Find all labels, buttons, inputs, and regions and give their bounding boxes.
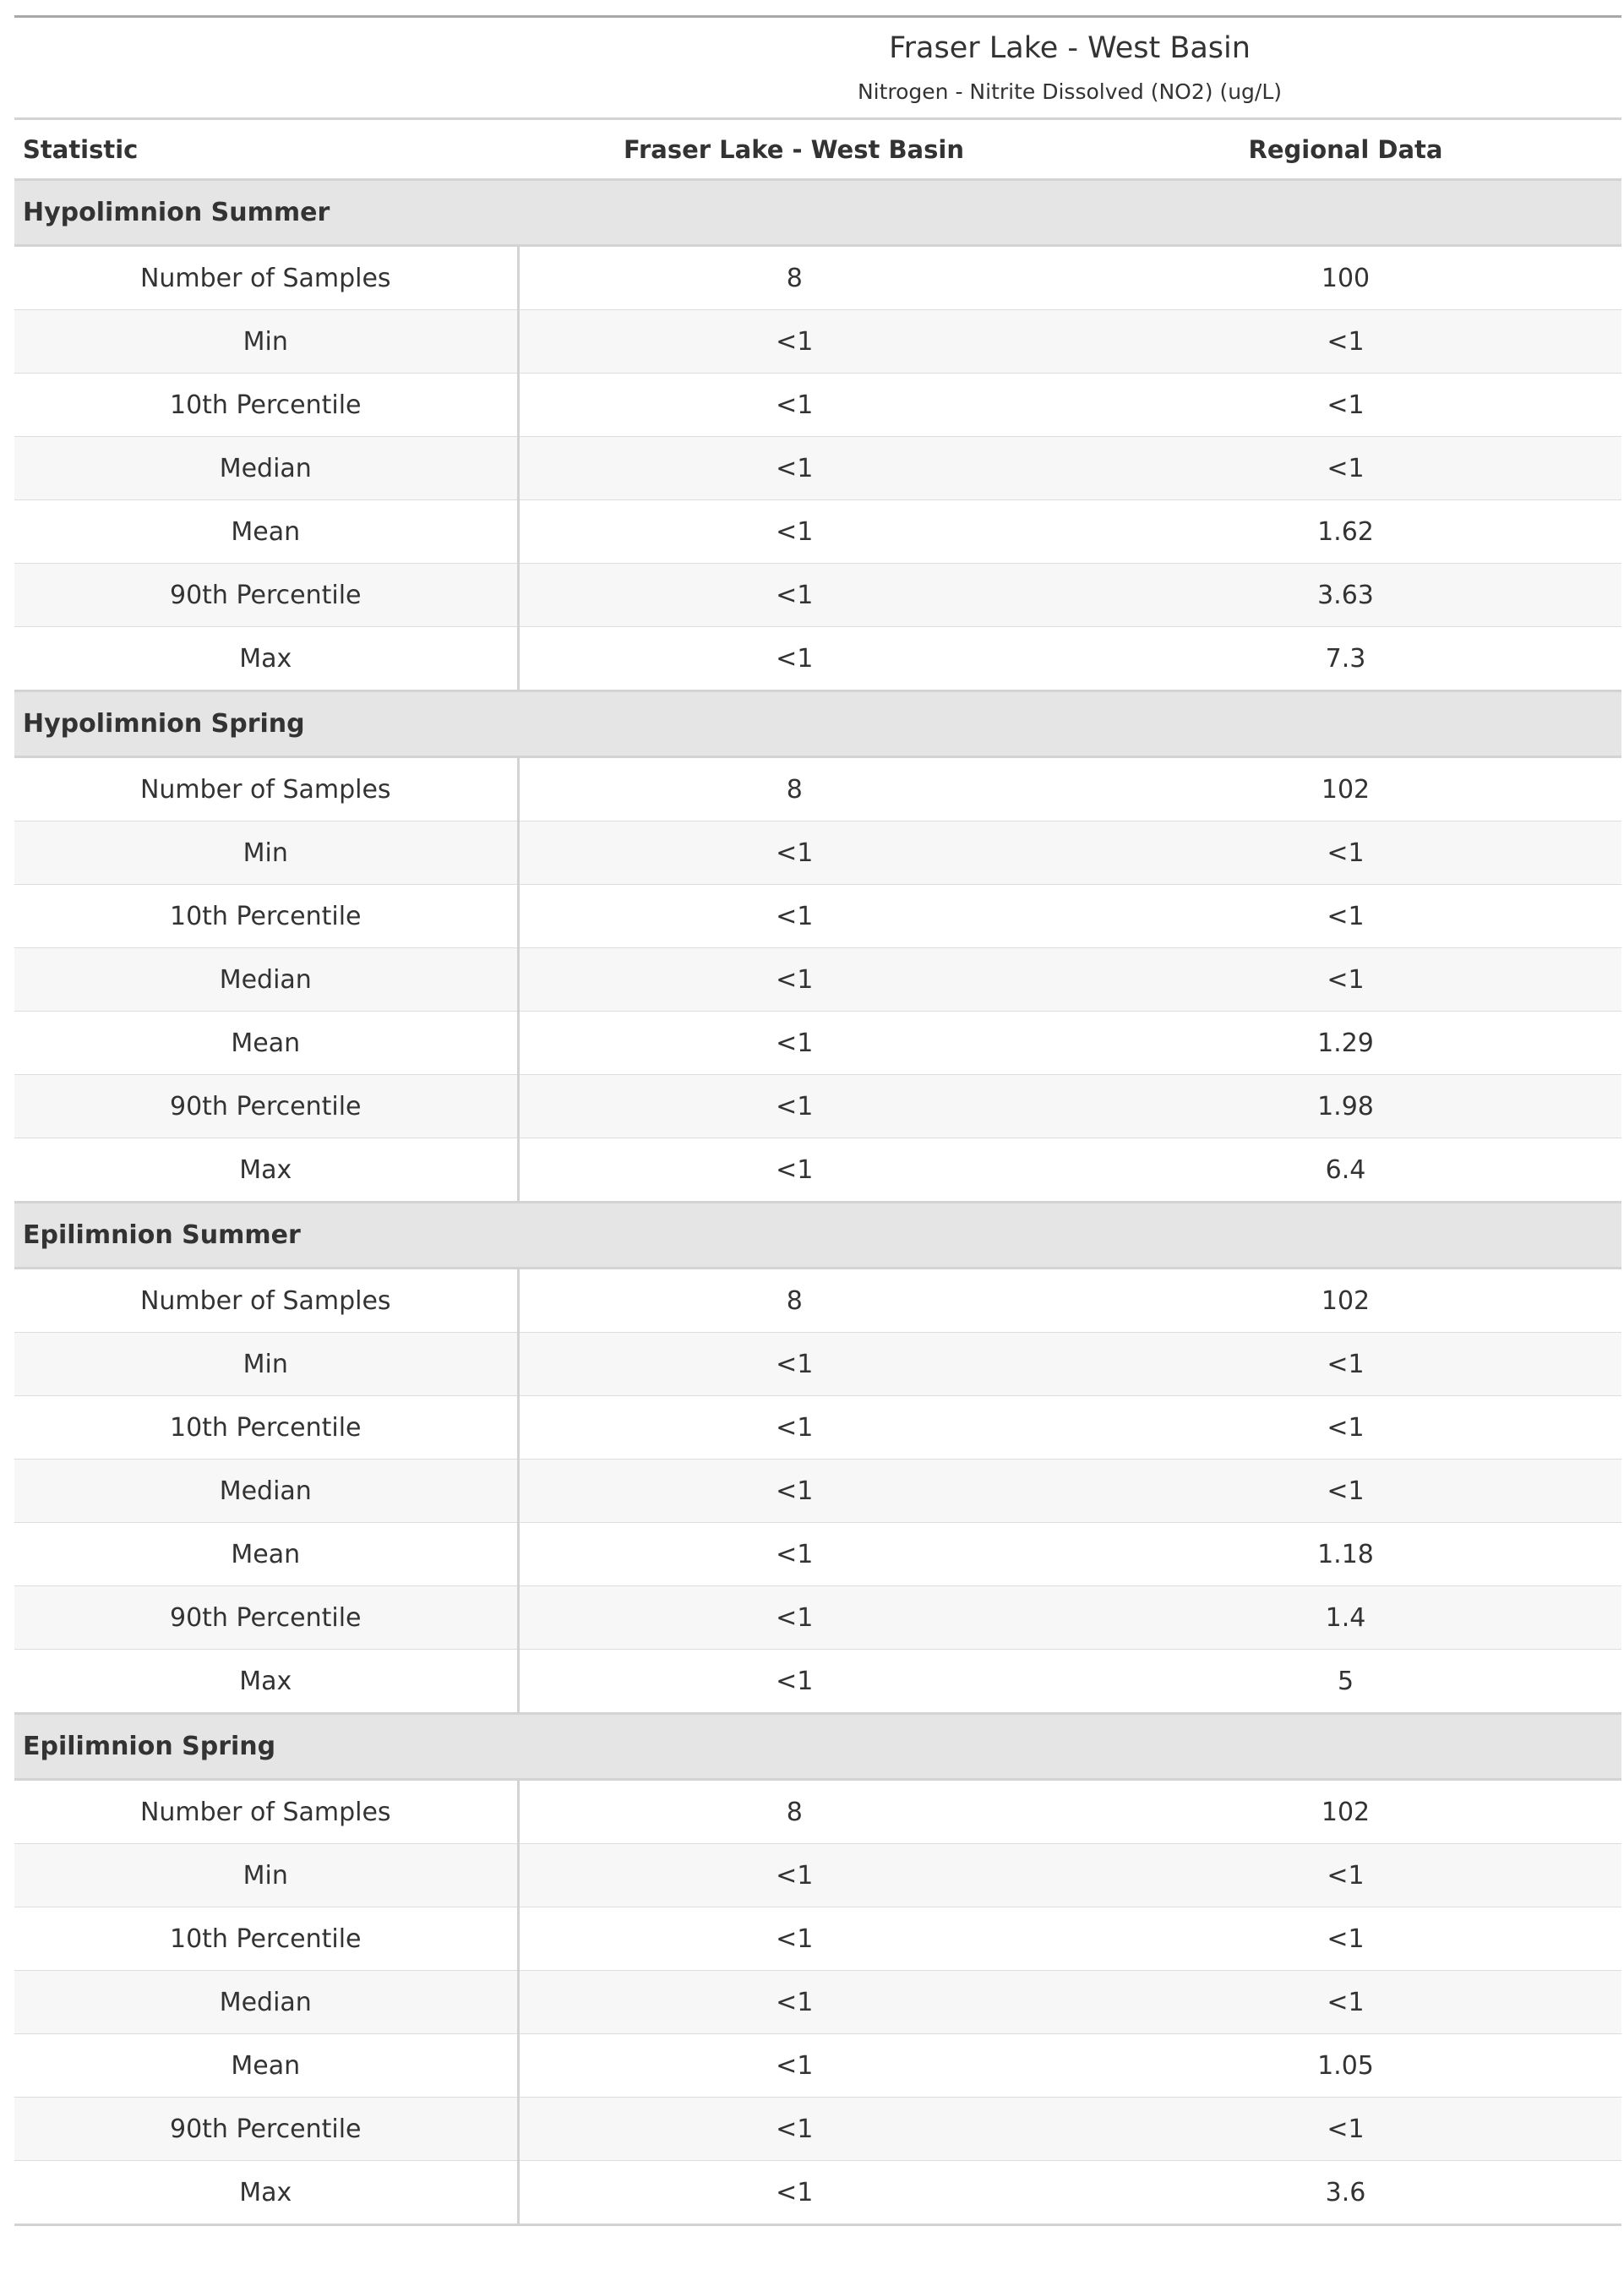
stat-cell: Mean <box>14 2034 518 2098</box>
stat-cell: Max <box>14 2161 518 2225</box>
regional-value-cell: <1 <box>1070 2098 1621 2161</box>
stat-cell: Max <box>14 627 518 691</box>
column-header-statistic: Statistic <box>14 119 518 180</box>
regional-value-cell: 7.3 <box>1070 627 1621 691</box>
regional-value-cell: 102 <box>1070 757 1621 821</box>
stat-cell: Mean <box>14 1523 518 1586</box>
table-row <box>14 1333 1621 1396</box>
local-value-cell: <1 <box>518 1333 1070 1396</box>
summary-table-container <box>14 15 1621 2226</box>
table-row <box>14 437 1621 500</box>
stat-cell: 10th Percentile <box>14 374 518 437</box>
summary-table <box>14 15 1621 2226</box>
stat-cell: Median <box>14 1460 518 1523</box>
local-value-cell: <1 <box>518 627 1070 691</box>
regional-value-cell: 100 <box>1070 246 1621 310</box>
regional-value-cell: 3.63 <box>1070 564 1621 627</box>
regional-value-cell: 1.4 <box>1070 1586 1621 1650</box>
table-row <box>14 1780 1621 1844</box>
table-row <box>14 821 1621 885</box>
regional-value-cell: 1.98 <box>1070 1075 1621 1138</box>
regional-value-cell: 102 <box>1070 1269 1621 1333</box>
group-label: Hypolimnion Spring <box>14 691 1621 757</box>
local-value-cell: <1 <box>518 2034 1070 2098</box>
local-value-cell: 8 <box>518 757 1070 821</box>
local-value-cell: <1 <box>518 948 1070 1012</box>
table-row <box>14 1907 1621 1971</box>
stat-cell: Max <box>14 1650 518 1714</box>
local-value-cell: <1 <box>518 885 1070 948</box>
regional-value-cell: 3.6 <box>1070 2161 1621 2225</box>
stat-cell: Mean <box>14 500 518 564</box>
regional-value-cell: <1 <box>1070 948 1621 1012</box>
local-value-cell: <1 <box>518 1075 1070 1138</box>
stat-cell: Min <box>14 1333 518 1396</box>
local-value-cell: <1 <box>518 1396 1070 1460</box>
table-row <box>14 2161 1621 2225</box>
group-header-row <box>14 1714 1621 1780</box>
table-row <box>14 1971 1621 2034</box>
table-row <box>14 627 1621 691</box>
table-row <box>14 1523 1621 1586</box>
local-value-cell: <1 <box>518 374 1070 437</box>
table-row <box>14 1075 1621 1138</box>
regional-value-cell: 1.62 <box>1070 500 1621 564</box>
stat-cell: Median <box>14 1971 518 2034</box>
stat-cell: Median <box>14 437 518 500</box>
local-value-cell: 8 <box>518 1780 1070 1844</box>
stat-cell: 90th Percentile <box>14 564 518 627</box>
local-value-cell: <1 <box>518 1460 1070 1523</box>
regional-value-cell: <1 <box>1070 1971 1621 2034</box>
regional-value-cell: <1 <box>1070 1396 1621 1460</box>
table-row <box>14 500 1621 564</box>
local-value-cell: <1 <box>518 437 1070 500</box>
regional-value-cell: <1 <box>1070 1333 1621 1396</box>
regional-value-cell: 1.18 <box>1070 1523 1621 1586</box>
local-value-cell: <1 <box>518 564 1070 627</box>
table-row <box>14 2098 1621 2161</box>
regional-value-cell: <1 <box>1070 1460 1621 1523</box>
local-value-cell: <1 <box>518 1523 1070 1586</box>
table-row <box>14 564 1621 627</box>
stat-cell: Number of Samples <box>14 246 518 310</box>
regional-value-cell: 1.29 <box>1070 1012 1621 1075</box>
regional-value-cell: <1 <box>1070 1844 1621 1907</box>
local-value-cell: 8 <box>518 1269 1070 1333</box>
stat-cell: 90th Percentile <box>14 2098 518 2161</box>
stat-cell: Min <box>14 1844 518 1907</box>
group-label: Epilimnion Summer <box>14 1203 1621 1269</box>
table-row <box>14 948 1621 1012</box>
stat-cell: Median <box>14 948 518 1012</box>
table-row <box>14 1138 1621 1203</box>
regional-value-cell: <1 <box>1070 437 1621 500</box>
stat-cell: 90th Percentile <box>14 1586 518 1650</box>
local-value-cell: <1 <box>518 1138 1070 1203</box>
table-row <box>14 1396 1621 1460</box>
table-title-row <box>14 17 1621 66</box>
regional-value-cell: <1 <box>1070 310 1621 374</box>
stat-cell: 10th Percentile <box>14 1907 518 1971</box>
table-row <box>14 1650 1621 1714</box>
stat-cell: Min <box>14 310 518 374</box>
table-row <box>14 310 1621 374</box>
table-body <box>14 180 1621 2225</box>
stat-cell: Min <box>14 821 518 885</box>
table-title: Fraser Lake - West Basin <box>889 31 1251 65</box>
group-header-row <box>14 180 1621 246</box>
table-row <box>14 1012 1621 1075</box>
table-row <box>14 1460 1621 1523</box>
stat-cell: 10th Percentile <box>14 885 518 948</box>
table-row <box>14 757 1621 821</box>
local-value-cell: <1 <box>518 1844 1070 1907</box>
column-header-local: Fraser Lake - West Basin <box>518 119 1070 180</box>
regional-value-cell: 1.05 <box>1070 2034 1621 2098</box>
group-label: Hypolimnion Summer <box>14 180 1621 246</box>
group-header-row <box>14 1203 1621 1269</box>
regional-value-cell: <1 <box>1070 1907 1621 1971</box>
local-value-cell: <1 <box>518 1907 1070 1971</box>
local-value-cell: <1 <box>518 2098 1070 2161</box>
stat-cell: Mean <box>14 1012 518 1075</box>
group-label: Epilimnion Spring <box>14 1714 1621 1780</box>
table-row <box>14 374 1621 437</box>
regional-value-cell: 6.4 <box>1070 1138 1621 1203</box>
stat-cell: 10th Percentile <box>14 1396 518 1460</box>
table-subtitle: Nitrogen - Nitrite Dissolved (NO2) (ug/L) <box>518 65 1621 119</box>
regional-value-cell: <1 <box>1070 885 1621 948</box>
table-row <box>14 885 1621 948</box>
table-row <box>14 1586 1621 1650</box>
regional-value-cell: <1 <box>1070 821 1621 885</box>
column-header-regional: Regional Data <box>1070 119 1621 180</box>
stat-cell: Number of Samples <box>14 757 518 821</box>
local-value-cell: <1 <box>518 2161 1070 2225</box>
regional-value-cell: 102 <box>1070 1780 1621 1844</box>
column-header-row <box>14 119 1621 180</box>
table-row <box>14 2034 1621 2098</box>
local-value-cell: <1 <box>518 1012 1070 1075</box>
table-row <box>14 246 1621 310</box>
local-value-cell: <1 <box>518 1586 1070 1650</box>
group-header-row <box>14 691 1621 757</box>
regional-value-cell: <1 <box>1070 374 1621 437</box>
local-value-cell: <1 <box>518 310 1070 374</box>
local-value-cell: <1 <box>518 500 1070 564</box>
local-value-cell: <1 <box>518 1650 1070 1714</box>
local-value-cell: <1 <box>518 821 1070 885</box>
table-subtitle-row <box>14 65 1621 119</box>
local-value-cell: 8 <box>518 246 1070 310</box>
table-row <box>14 1269 1621 1333</box>
local-value-cell: <1 <box>518 1971 1070 2034</box>
stat-cell: Number of Samples <box>14 1269 518 1333</box>
stat-cell: 90th Percentile <box>14 1075 518 1138</box>
stat-cell: Number of Samples <box>14 1780 518 1844</box>
table-row <box>14 1844 1621 1907</box>
stat-cell: Max <box>14 1138 518 1203</box>
regional-value-cell: 5 <box>1070 1650 1621 1714</box>
